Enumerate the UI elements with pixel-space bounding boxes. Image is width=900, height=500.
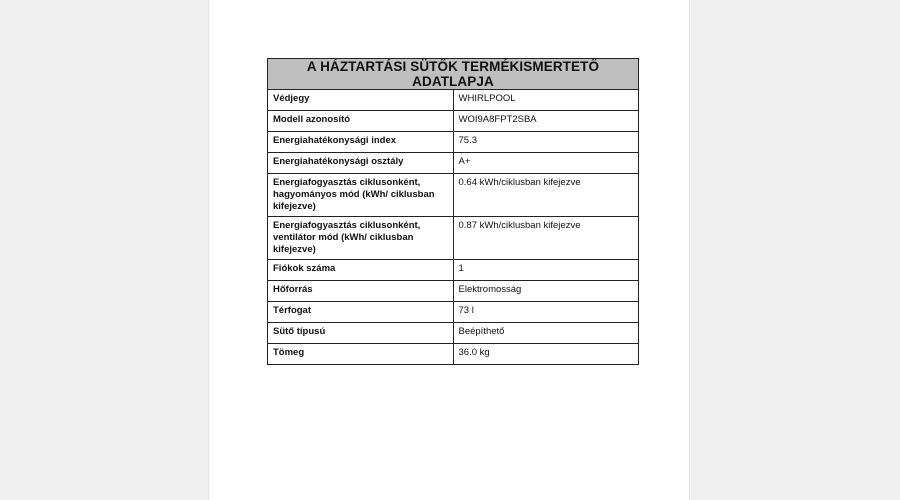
table-row: [268, 281, 639, 302]
table-row: [268, 111, 639, 132]
row-value: 0.64 kWh/ciklusban kifejezve: [453, 174, 639, 217]
row-label: Energiafogyasztás ciklusonként, ventilátor mód (kWh/ ciklusban kifejezve): [268, 217, 454, 260]
table-row: [268, 153, 639, 174]
row-label: Sütő típusú: [268, 323, 454, 344]
row-label: Fiókok száma: [268, 260, 454, 281]
table-row: [268, 217, 639, 260]
row-label: Modell azonosító: [268, 111, 454, 132]
row-label: Energiafogyasztás ciklusonként, hagyományos mód (kWh/ ciklusban kifejezve): [268, 174, 454, 217]
row-value: 73 l: [453, 302, 639, 323]
table-row: [268, 132, 639, 153]
row-value: A+: [453, 153, 639, 174]
row-label: Energiahatékonysági index: [268, 132, 454, 153]
product-fiche-table: [267, 58, 639, 365]
table-row: [268, 260, 639, 281]
row-value: WOI9A8FPT2SBA: [453, 111, 639, 132]
table-row: [268, 302, 639, 323]
row-label: Energiahatékonysági osztály: [268, 153, 454, 174]
row-value: 75.3: [453, 132, 639, 153]
row-label: Térfogat: [268, 302, 454, 323]
document-page: [208, 0, 690, 500]
row-value: 36.0 kg: [453, 344, 639, 365]
table-row: [268, 344, 639, 365]
table-row: [268, 90, 639, 111]
row-value: 1: [453, 260, 639, 281]
row-label: Tömeg: [268, 344, 454, 365]
row-label: Védjegy: [268, 90, 454, 111]
table-row: [268, 174, 639, 217]
row-value: WHIRLPOOL: [453, 90, 639, 111]
row-value: Elektromosság: [453, 281, 639, 302]
table-row: [268, 323, 639, 344]
row-label: Hőforrás: [268, 281, 454, 302]
fiche-title: A HÁZTARTÁSI SÜTŐK TERMÉKISMERTETŐ ADATLAPJA: [268, 59, 639, 90]
row-value: Beépíthető: [453, 323, 639, 344]
row-value: 0.87 kWh/ciklusban kifejezve: [453, 217, 639, 260]
